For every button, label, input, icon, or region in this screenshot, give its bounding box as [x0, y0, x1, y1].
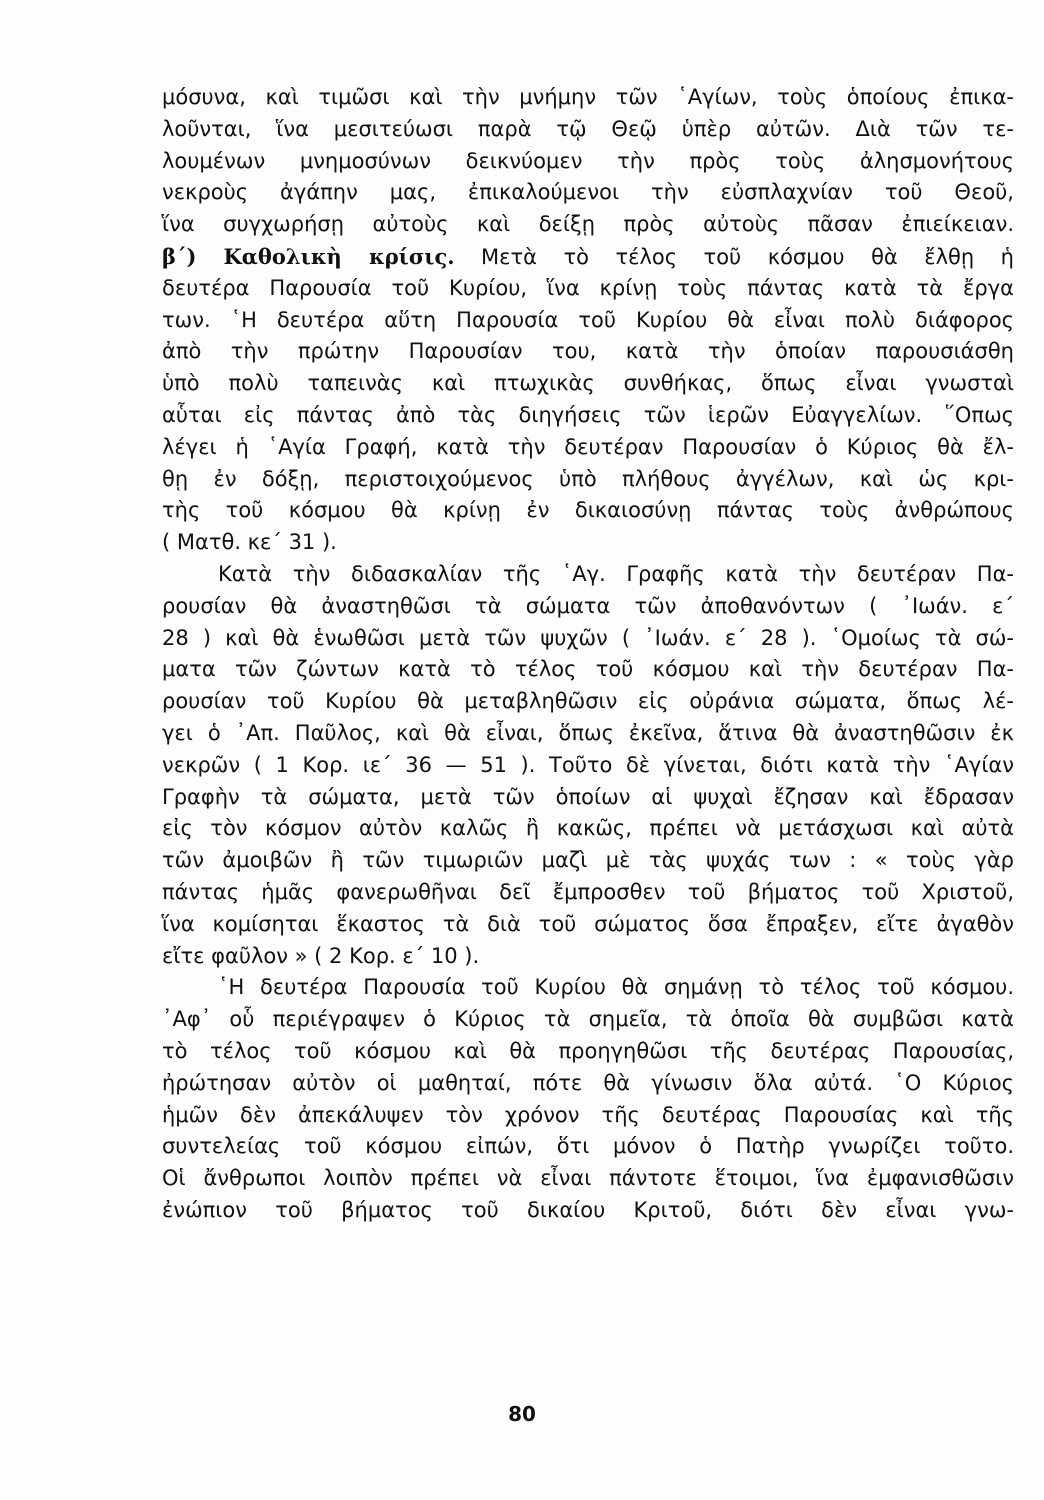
text-line: ᾿Αφ᾿ οὗ περιέγραψεν ὁ Κύριος τὰ σημεῖα, τὰ ὁποῖα θὰ συμβῶσι κατὰ: [162, 1007, 1014, 1032]
text-line: νεκρῶν ( 1 Κορ. ιε΄ 36 — 51 ). Τοῦτο δὲ γίνεται, διότι κατὰ τὴν ῾Αγίαν: [162, 752, 1014, 777]
text-line: ἐνώπιον τοῦ βήματος τοῦ δικαίου Κριτοῦ, διότι δὲν εἶναι γνω-: [162, 1197, 1014, 1222]
text-line: Γραφὴν τὰ σώματα, μετὰ τῶν ὁποίων αἱ ψυχαὶ ἔζησαν καὶ ἔδρασαν: [162, 784, 1014, 809]
text-line: λοῦνται, ἵνα μεσιτεύωσι παρὰ τῷ Θεῷ ὑπὲρ αὐτῶν. Διὰ τῶν τε-: [162, 116, 1014, 141]
section-heading: β΄) Καθολικὴ κρίσις.: [162, 243, 455, 269]
text-line: αὗται εἰς πάντας ἀπὸ τὰς διηγήσεις τῶν ἱερῶν Εὐαγγελίων. ῞Οπως: [162, 402, 1014, 427]
text-line: 28 ) καὶ θὰ ἑνωθῶσι μετὰ τῶν ψυχῶν ( ᾿Ιωάν. ε΄ 28 ). ῾Ομοίως τὰ σώ-: [162, 625, 1014, 650]
text-run: Μετὰ τὸ τέλος τοῦ κόσμου θὰ ἔλθῃ ἡ: [454, 244, 1014, 269]
text-line: ἠρώτησαν αὐτὸν οἱ μαθηταί, πότε θὰ γίνωσιν ὅλα αὐτά. ῾Ο Κύριος: [162, 1070, 1014, 1095]
text-line: των. ῾Η δευτέρα αὕτη Παρουσία τοῦ Κυρίου θὰ εἶναι πολὺ διάφορος: [162, 307, 1014, 332]
text-line: Οἱ ἄνθρωποι λοιπὸν πρέπει νὰ εἶναι πάντοτε ἕτοιμοι, ἵνα ἐμφανισθῶσιν: [162, 1166, 1014, 1191]
text-line: ( Ματθ. κε΄ 31 ).: [162, 530, 337, 555]
text-line: μόσυνα, καὶ τιμῶσι καὶ τὴν μνήμην τῶν ῾Αγίων, τοὺς ὁποίους ἐπικα-: [162, 85, 1014, 109]
text-line: ῾Η δευτέρα Παρουσία τοῦ Κυρίου θὰ σημάνῃ τὸ τέλος τοῦ κόσμου.: [218, 975, 1014, 1000]
text-line: ματα τῶν ζώντων κατὰ τὸ τέλος τοῦ κόσμου καὶ τὴν δευτέραν Πα-: [162, 657, 1014, 682]
text-line: τὸ τέλος τοῦ κόσμου καὶ θὰ προηγηθῶσι τῆς δευτέρας Παρουσίας,: [162, 1038, 1014, 1063]
text-line: συντελείας τοῦ κόσμου εἰπών, ὅτι μόνον ὁ Πατὴρ γνωρίζει τοῦτο.: [162, 1134, 1014, 1159]
text-line: ἡμῶν δὲν ἀπεκάλυψεν τὸν χρόνον τῆς δευτέρας Παρουσίας καὶ τῆς: [162, 1102, 1014, 1127]
text-line: Κατὰ τὴν διδασκαλίαν τῆς ῾Αγ. Γραφῆς κατὰ τὴν δευτέραν Πα-: [218, 561, 1014, 586]
text-line: ἀπὸ τὴν πρώτην Παρουσίαν του, κατὰ τὴν ὁποίαν παρουσιάσθη: [162, 339, 1014, 364]
text-line: λουμένων μνημοσύνων δεικνύομεν τὴν πρὸς τοὺς ἀλησμονήτους: [162, 148, 1014, 173]
text-line: θῃ ἐν δόξῃ, περιστοιχούμενος ὑπὸ πλήθους ἀγγέλων, καὶ ὡς κρι-: [162, 466, 1014, 491]
text-line: τῶν ἀμοιβῶν ἢ τῶν τιμωριῶν μαζὶ μὲ τὰς ψυχάς των : « τοὺς γὰρ: [162, 848, 1014, 873]
text-line: ρουσίαν θὰ ἀναστηθῶσι τὰ σώματα τῶν ἀποθανόντων ( ᾿Ιωάν. ε΄: [162, 593, 1014, 618]
page-number: 80: [508, 1402, 536, 1426]
text-line: ὑπὸ πολὺ ταπεινὰς καὶ πτωχικὰς συνθήκας, ὅπως εἶναι γνωσταὶ: [162, 371, 1014, 396]
text-line: γει ὁ ᾿Απ. Παῦλος, καὶ θὰ εἶναι, ὅπως ἐκεῖνα, ἅτινα θὰ ἀναστηθῶσιν ἐκ: [162, 720, 1014, 745]
text-line: λέγει ἡ ῾Αγία Γραφή, κατὰ τὴν δευτέραν Παρουσίαν ὁ Κύριος θὰ ἔλ-: [162, 434, 1014, 459]
text-line: πάντας ἡμᾶς φανερωθῆναι δεῖ ἔμπροσθεν τοῦ βήματος τοῦ Χριστοῦ,: [162, 879, 1014, 904]
text-line: ἵνα κομίσηται ἕκαστος τὰ διὰ τοῦ σώματος ὅσα ἔπραξεν, εἴτε ἀγαθὸν: [162, 911, 1014, 936]
text-line: εἰς τὸν κόσμον αὐτὸν καλῶς ἢ κακῶς, πρέπει νὰ μετάσχωσι καὶ αὐτὰ: [162, 816, 1014, 841]
text-line: ρουσίαν τοῦ Κυρίου θὰ μεταβληθῶσιν εἰς οὐράνια σώματα, ὅπως λέ-: [162, 689, 1014, 714]
text-line: νεκροὺς ἀγάπην μας, ἐπικαλούμενοι τὴν εὐσπλαχνίαν τοῦ Θεοῦ,: [162, 180, 1014, 205]
text-line: [162, 241, 1014, 273]
text-line: δευτέρα Παρουσία τοῦ Κυρίου, ἵνα κρίνῃ τοὺς πάντας κατὰ τὰ ἔργα: [162, 275, 1014, 300]
body-text: [162, 82, 1014, 1227]
text-line: τὴς τοῦ κόσμου θὰ κρίνῃ ἐν δικαιοσύνῃ πάντας τοὺς ἀνθρώπους: [162, 498, 1014, 523]
text-line: εἴτε φαῦλον » ( 2 Κορ. ε΄ 10 ).: [162, 943, 480, 968]
text-line: ἵνα συγχωρήσῃ αὐτοὺς καὶ δείξῃ πρὸς αὐτοὺς πᾶσαν ἐπιείκειαν.: [162, 212, 1014, 237]
